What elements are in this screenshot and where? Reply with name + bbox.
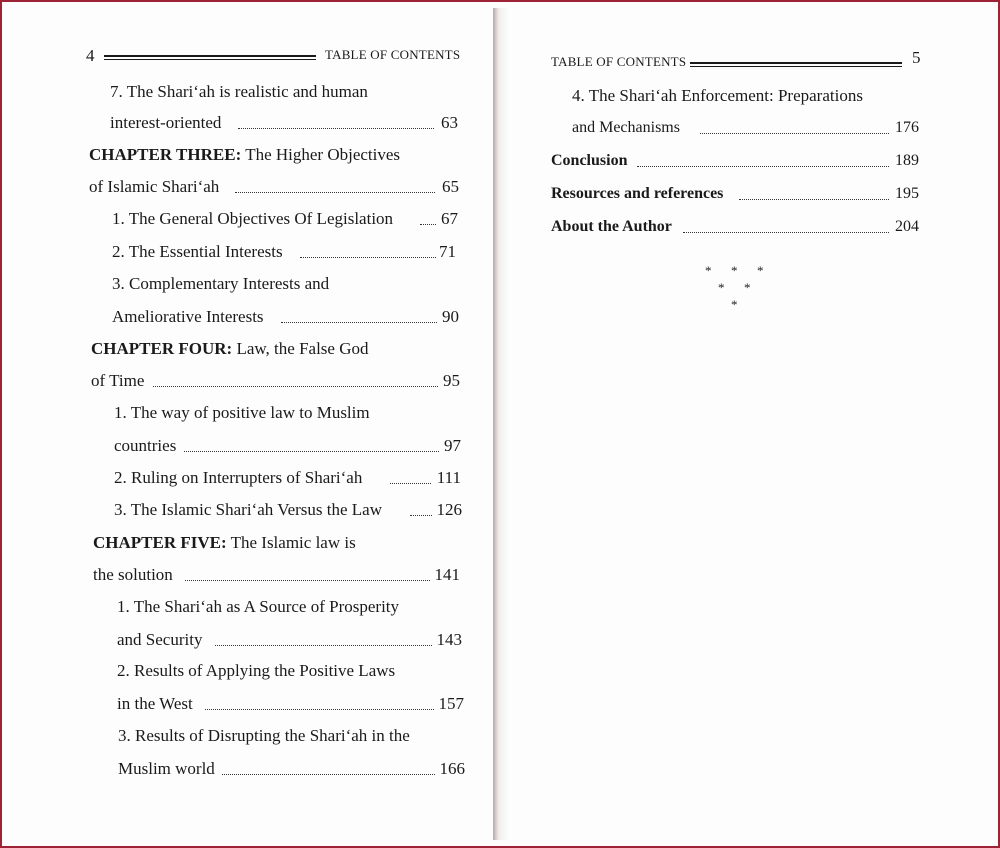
toc-line: 7. The Shari‘ah is realistic and human (110, 82, 368, 101)
page-number-left: 4 (86, 46, 95, 65)
header-rule-left (104, 55, 316, 57)
toc-entry: countries 97 (114, 436, 461, 455)
chapter-heading: CHAPTER THREE: The Higher Objectives (89, 145, 401, 164)
toc-entry: 2. Ruling on Interrupters of Shari‘ah 111 (114, 468, 461, 487)
running-header-right: TABLE OF CONTENTS (551, 54, 687, 69)
toc-entry: interest-oriented 63 (110, 113, 458, 132)
toc-entry: Conclusion 189 (551, 152, 919, 169)
header-rule-right (690, 62, 902, 64)
toc-entry: Muslim world 166 (118, 759, 465, 778)
toc-line: 3. Results of Disrupting the Shari‘ah in the (118, 726, 410, 745)
toc-entry: About the Author 204 (551, 218, 919, 235)
toc-entry: and Mechanisms 176 (572, 119, 919, 136)
running-header-left: TABLE OF CONTENTS (325, 47, 461, 62)
toc-entry: and Security 143 (117, 630, 462, 649)
gutter-shadow (499, 8, 509, 840)
toc-line: 2. Results of Applying the Positive Laws (117, 661, 396, 680)
toc-entry: in the West 157 (117, 694, 464, 713)
toc-line: 4. The Shari‘ah Enforcement: Preparations (572, 86, 863, 105)
toc-entry: Resources and references 195 (551, 185, 919, 202)
toc-entry: Ameliorative Interests 90 (112, 307, 459, 326)
toc-entry: 1. The General Objectives Of Legislation 67 (112, 209, 458, 228)
toc-entry: 3. The Islamic Shari‘ah Versus the Law 126 (114, 500, 462, 519)
toc-line: 3. Complementary Interests and (112, 274, 330, 293)
toc-entry: of Time 95 (91, 371, 460, 390)
toc-entry: 2. The Essential Interests 71 (112, 242, 456, 261)
toc-entry: the solution 141 (93, 565, 460, 584)
toc-line: 1. The way of positive law to Muslim (114, 403, 370, 422)
toc-line: 1. The Shari‘ah as A Source of Prosperity (117, 597, 400, 616)
chapter-heading: CHAPTER FOUR: Law, the False God (91, 339, 369, 358)
page-number-right: 5 (912, 48, 921, 67)
toc-entry: of Islamic Shari‘ah 65 (89, 177, 459, 196)
chapter-heading: CHAPTER FIVE: The Islamic law is (93, 533, 356, 552)
